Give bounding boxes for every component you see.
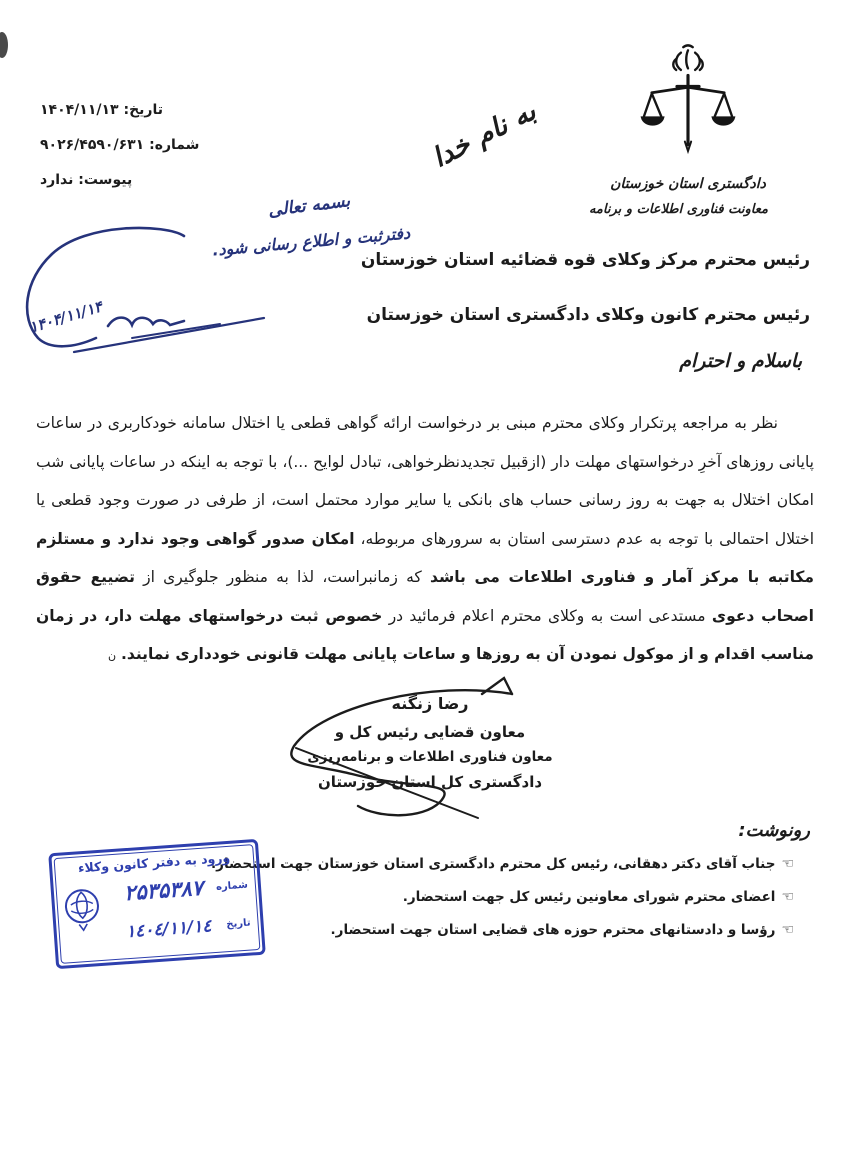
number-label: شماره: <box>149 137 200 153</box>
body-segment-3: که زمانبراست، لذا به منظور جلوگیری از <box>134 568 431 586</box>
handwritten-signature-scribble <box>16 226 272 370</box>
salutation: باسلام و احترام <box>679 350 802 372</box>
body-segment-5: مستدعی است به وکلای محترم اعلام فرمائید در <box>382 606 712 625</box>
handwritten-referral-note: دفترثبت و اطلاع رسانی شود. <box>211 223 411 260</box>
stamp-date-value: ١٤٠٤/١١/١٤ <box>125 915 213 942</box>
signer-title-2: معاون فناوری اطلاعات و برنامه‌ریزی <box>307 749 553 765</box>
handwritten-besmeh: بسمه تعالی <box>267 191 352 221</box>
pointer-bullet-icon: ☜ <box>781 889 794 905</box>
letterhead <box>588 44 768 217</box>
handwritten-referral-date: ۱۴۰۴/۱۱/۱۴ <box>27 297 105 337</box>
pointer-bullet-icon: ☜ <box>781 856 794 872</box>
judiciary-scales-emblem-icon <box>640 147 736 166</box>
stamp-number-value: ۲۵۳۵۳۸۷ <box>123 875 204 906</box>
bismillah-calligraphy: به نام خدا <box>427 95 541 174</box>
signature-block <box>290 694 570 791</box>
date-row <box>40 102 268 118</box>
body-segment-2-bold: امکان صدور گواهی وجود ندارد و مستلزم مکاتبه با مرکز آمار و فناوری اطلاعات می باشد <box>36 529 815 586</box>
recipient-line-2: رئیس محترم کانون وکلای دادگستری استان خوزستان <box>366 305 810 325</box>
cc-item-text: جناب آقای دکتر دهقانی، رئیس کل محترم دادگستری استان خوزستان جهت استحضار. <box>211 856 776 872</box>
pointer-bullet-icon: ☜ <box>781 922 794 938</box>
cc-item <box>211 856 794 872</box>
signer-name: رضا زنگنه <box>391 694 469 713</box>
attachment-label: پیوست: <box>78 172 133 188</box>
attachment-row <box>40 172 268 188</box>
letter-body <box>36 404 814 676</box>
bar-association-entry-stamp <box>48 839 266 969</box>
body-segment-4-bold: تضییع حقوق اصحاب دعوی <box>36 568 814 625</box>
stamp-emblem-icon <box>59 881 105 940</box>
cc-heading: رونوشت: <box>738 820 810 841</box>
number-row <box>40 137 268 153</box>
cc-item <box>234 889 794 905</box>
scan-edge-artifact <box>0 32 8 58</box>
body-segment-6-bold: خصوص ثبت درخواستهای مهلت دار، در زمان مناسب اقدام و از موکول نمودن آن به روزها و ساعات پایانی مهلت قانونی خودداری نمایند. <box>36 606 814 663</box>
body-end-mark: ن <box>107 649 117 662</box>
body-segment-1: نظر به مراجعه پرتکرار وکلای محترم مبنی بر درخواست ارائه گواهی قطعی یا اختلال سامانه خودکاربری در ساعات پایانی روزهای آخرِ درخواستهای مهلت دار (ازقبیل تجدیدنظرخواهی، تبادل لوایح ...)، با توجه به اینکه در ساعات پایانی شب امکان اختلال به جهت به روز رسانی حساب های بانکی یا سایر موارد محتمل است، از طرفی در صورت وجود قطعی یا اختلال احتمالی با توجه به عدم دسترسی استان به سرورهای مربوطه، <box>36 414 815 548</box>
signer-title-1: معاون قضایی رئیس کل و <box>334 723 526 741</box>
cc-item <box>234 922 794 938</box>
org-name: دادگستری استان خوزستان <box>610 176 766 192</box>
letter-meta-block <box>40 102 268 207</box>
number-value: ۹۰۲۶/۴۵۹۰/۶۳۱ <box>40 137 145 153</box>
stamp-number-label: شماره <box>215 879 249 893</box>
signer-title-3: دادگستری کل استان خوزستان <box>317 773 543 791</box>
date-label: تاریخ: <box>123 102 163 118</box>
recipient-line-1: رئیس محترم مرکز وکلای قوه قضائیه استان خوزستان <box>360 250 810 270</box>
stamp-date-label: تاریخ <box>225 917 251 931</box>
cc-item-text: رؤسا و دادستانهای محترم حوزه های قضایی استان جهت استحضار. <box>330 922 776 938</box>
stamp-title: ورود به دفتر کانون وکلاء <box>77 849 231 876</box>
org-department: معاونت فناوری اطلاعات و برنامه <box>588 202 768 217</box>
date-value: ۱۴۰۴/۱۱/۱۳ <box>40 102 119 118</box>
cc-item-text: اعضای محترم شورای معاونین رئیس کل جهت استحضار. <box>402 889 776 905</box>
attachment-value: ندارد <box>40 172 74 188</box>
